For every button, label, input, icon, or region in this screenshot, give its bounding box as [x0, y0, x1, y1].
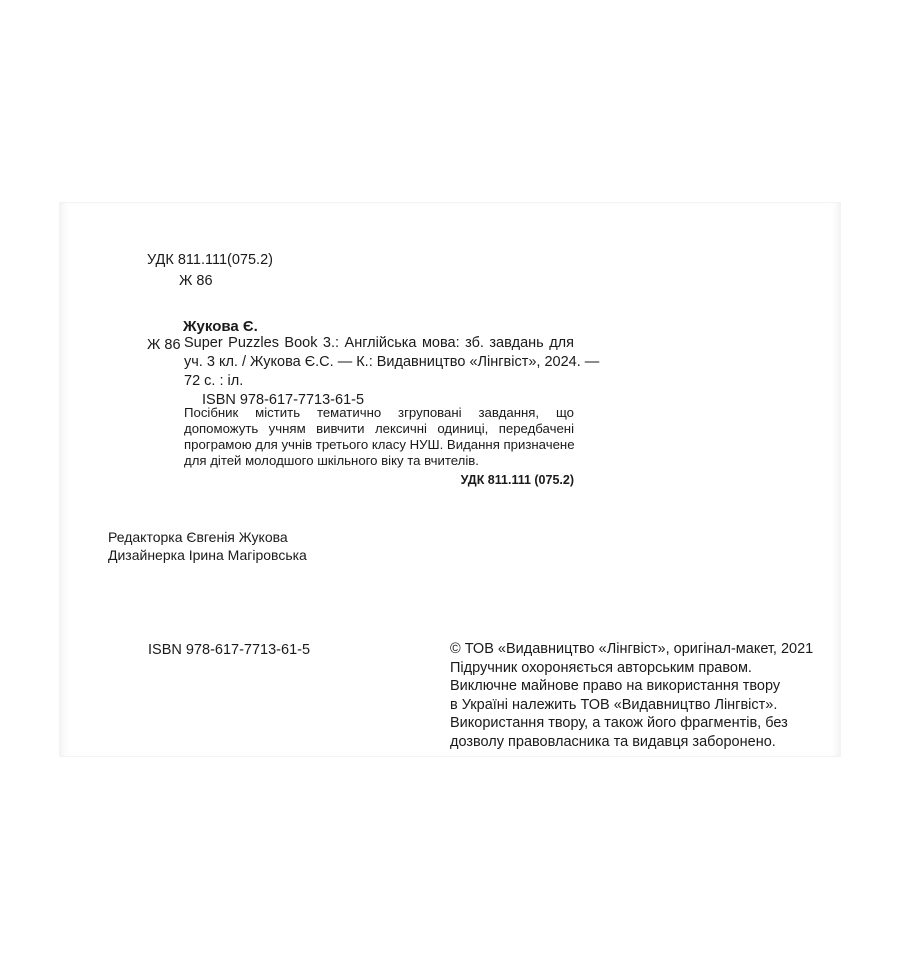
annotation-line: для дітей молодшого шкільного віку та вчителів.	[184, 453, 479, 468]
annotation-line: Посібник містить тематично згруповані завдання, що	[184, 405, 574, 420]
author-index-left: Ж 86	[147, 337, 181, 353]
copyright-line: Виключне майнове право на використання твору	[450, 678, 781, 694]
copyright-line: © ТОВ «Видавництво «Лінгвіст», оригінал-макет, 2021	[450, 641, 814, 657]
catalog-isbn: ISBN 978-617-7713-61-5	[202, 392, 365, 408]
credit-editor	[108, 528, 288, 546]
entry-line: 72 с. : іл.	[184, 373, 244, 389]
copyright-line: в Україні належить ТОВ «Видавництво Лінгвіст».	[450, 696, 778, 713]
footer-isbn: ISBN 978-617-7713-61-5	[148, 642, 311, 658]
author-index-top: Ж 86	[179, 273, 213, 289]
annotation-line: програмою для учнів третього класу НУШ. Видання призначене	[184, 437, 575, 452]
copyright-line: Підручник охороняється авторським правом.	[450, 659, 752, 676]
udk-code-bottom: УДК 811.111 (075.2)	[460, 473, 574, 487]
bibliographic-entry	[184, 334, 600, 410]
annotation-line: допоможуть учням вивчити лексичні одиниці, передбачені	[184, 421, 574, 436]
copyright-line: Використання твору, а також його фрагментів, без	[450, 715, 788, 731]
credit-person: Євгенія Жукова	[186, 529, 288, 545]
credit-person: Ірина Магіровська	[188, 547, 307, 563]
entry-line: уч. 3 кл. / Жукова Є.С. — К.: Видавництво «Лінгвіст», 2024. —	[184, 354, 600, 370]
udk-code-top: УДК 811.111(075.2)	[147, 252, 273, 268]
annotation	[184, 405, 574, 469]
credit-role: Дизайнерка	[108, 547, 185, 563]
copyright-notice	[450, 640, 812, 751]
copyright-line: дозволу правовласника та видавця заборонено.	[450, 733, 776, 750]
credit-role: Редакторка	[108, 529, 183, 545]
author-name: Жукова Є.	[183, 318, 258, 335]
credit-designer	[108, 546, 307, 564]
entry-line: Super Puzzles Book 3.: Англійська мова: зб. завдань для	[184, 335, 574, 351]
